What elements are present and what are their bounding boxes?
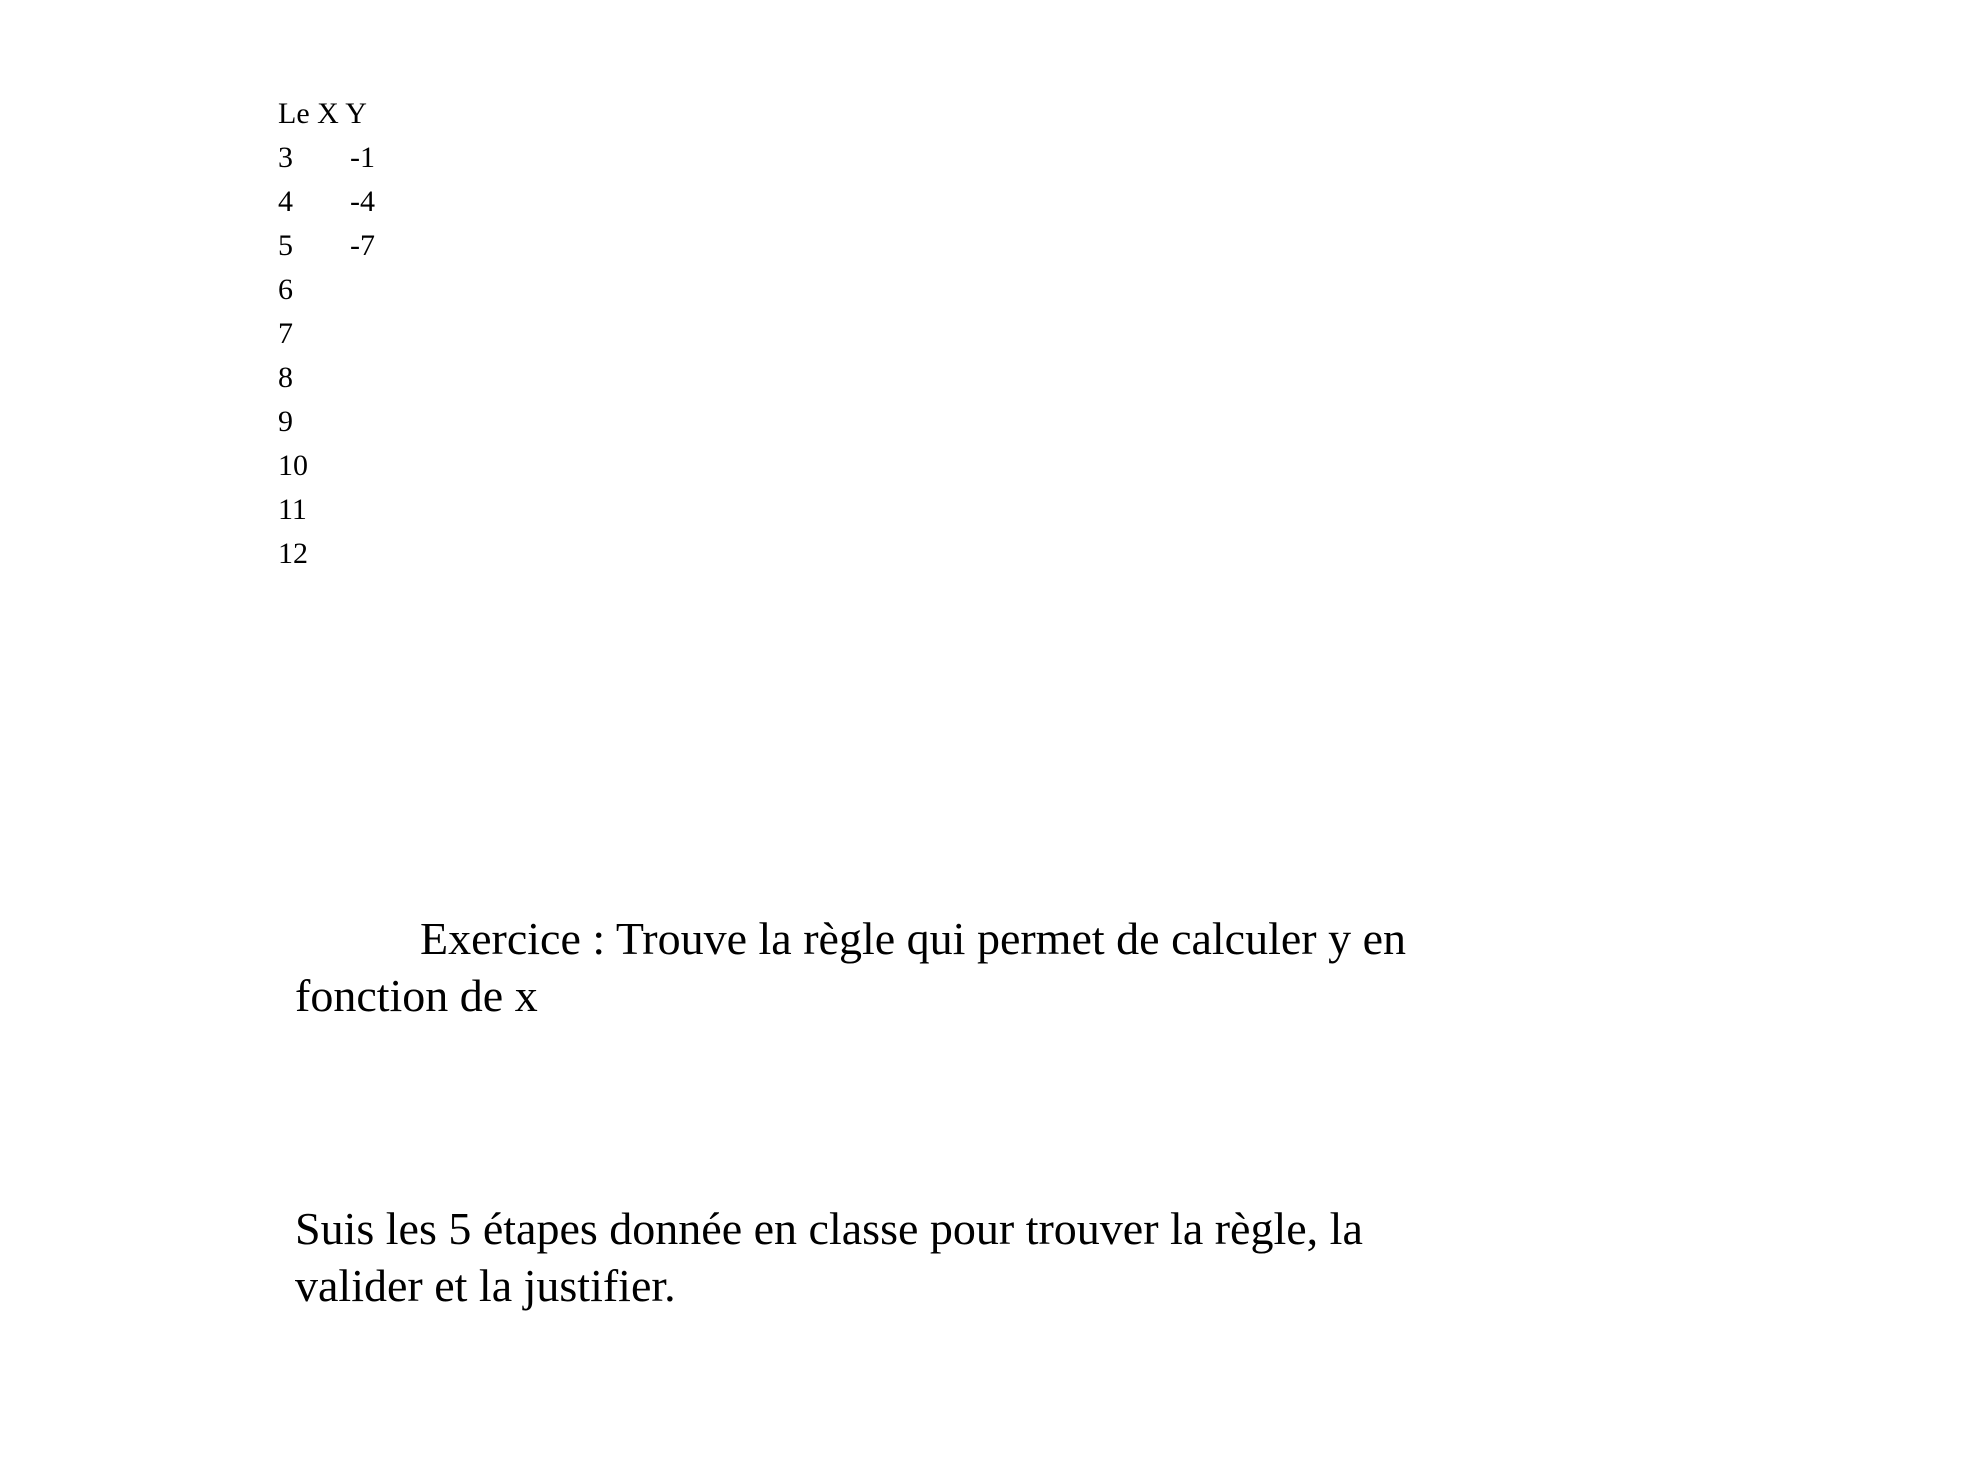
table-row	[278, 356, 375, 400]
table-row	[278, 136, 375, 180]
table-row	[278, 400, 375, 444]
x-value: 6	[278, 273, 293, 306]
instructions-line-1: Suis les 5 étapes donnée en classe pour trouver la règle, la	[295, 1203, 1363, 1254]
y-value: -4	[350, 185, 375, 218]
x-value: 10	[278, 449, 308, 482]
table-row	[278, 488, 375, 532]
y-value: -1	[350, 141, 375, 174]
table-row	[278, 224, 375, 268]
table-row	[278, 180, 375, 224]
table-header: Le X Y	[278, 97, 367, 130]
table-row	[278, 268, 375, 312]
table-row	[278, 312, 375, 356]
x-value: 12	[278, 537, 308, 570]
exercise-statement	[295, 910, 1535, 1024]
x-value: 4	[278, 185, 293, 218]
table-row	[278, 444, 375, 488]
x-value: 7	[278, 317, 293, 350]
instructions-text	[295, 1200, 1535, 1314]
x-value: 9	[278, 405, 293, 438]
exercise-line-2: fonction de x	[295, 970, 538, 1021]
exercise-line-1: Exercice : Trouve la règle qui permet de calculer y en	[420, 913, 1407, 964]
table-rows	[278, 136, 375, 576]
x-value: 3	[278, 141, 293, 174]
xy-table	[278, 92, 375, 576]
x-value: 8	[278, 361, 293, 394]
instructions-line-2: valider et la justifier.	[295, 1260, 676, 1311]
table-row	[278, 532, 375, 576]
x-value: 11	[278, 493, 307, 526]
y-value: -7	[350, 229, 375, 262]
x-value: 5	[278, 229, 293, 262]
